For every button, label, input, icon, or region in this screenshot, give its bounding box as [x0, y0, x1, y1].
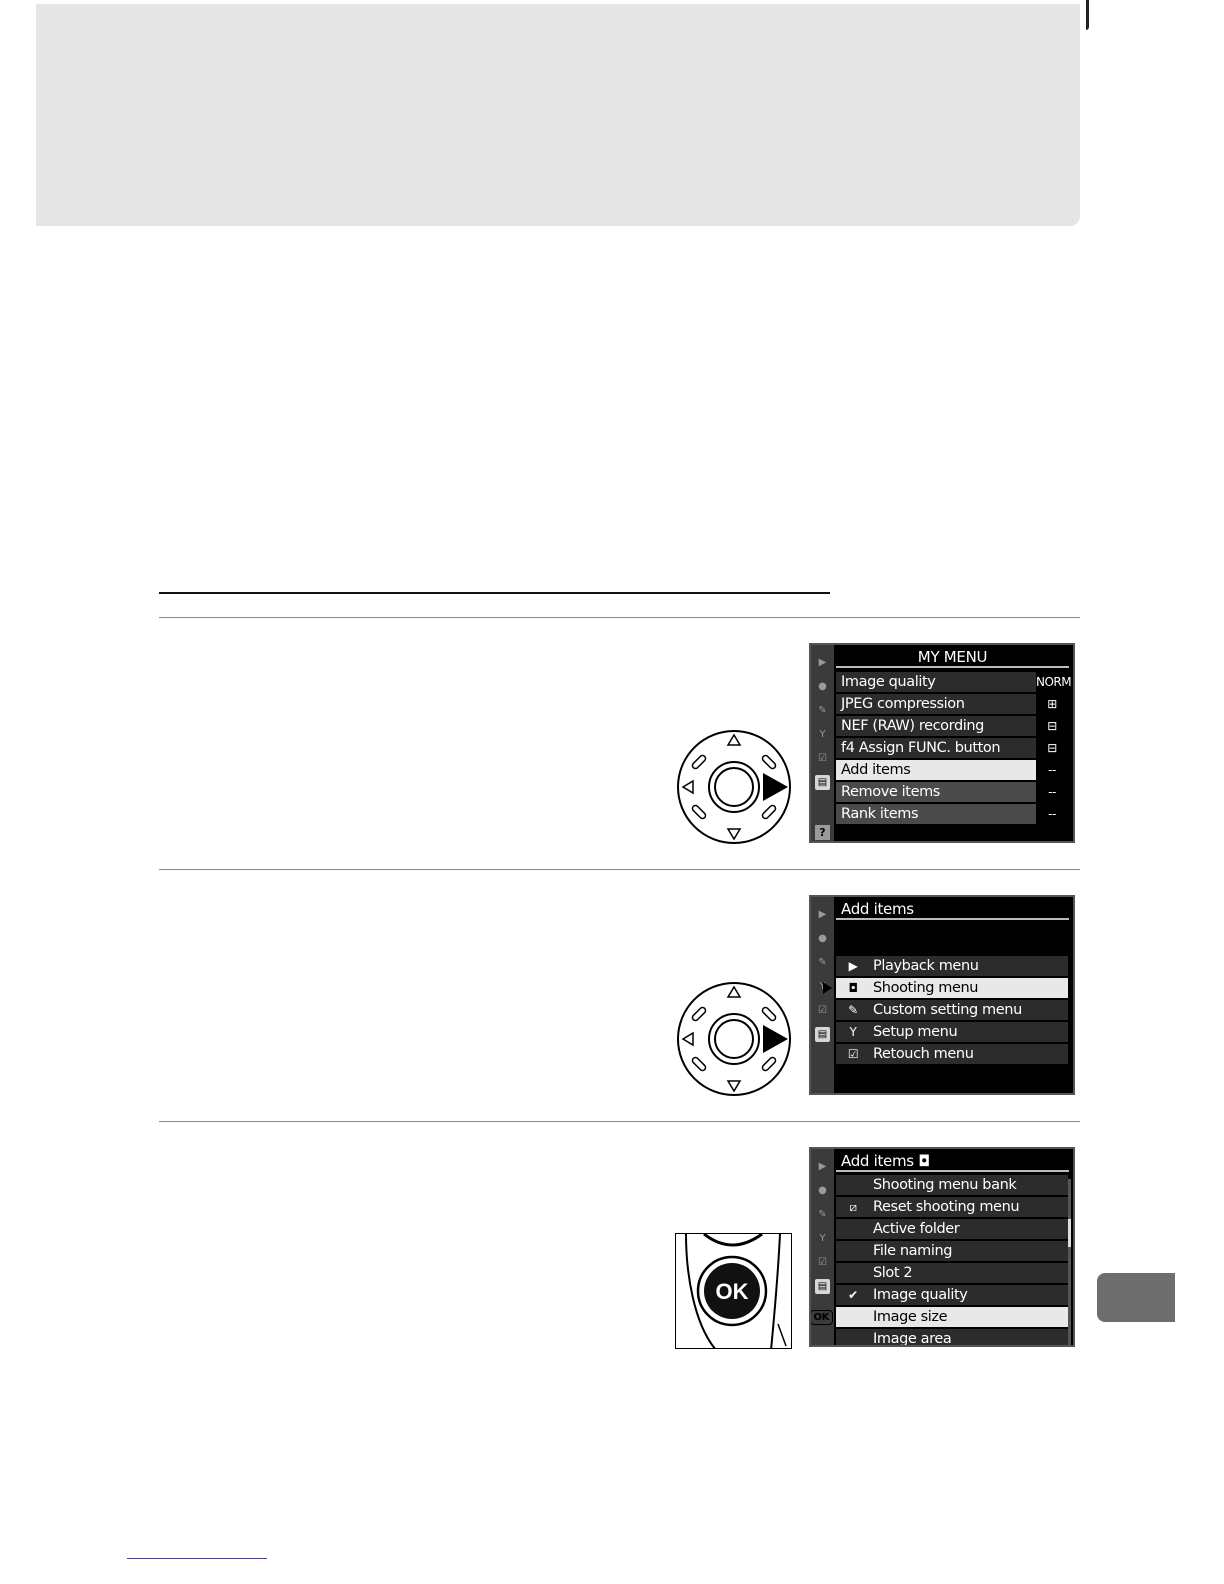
- not-available-icon: ⧄: [849, 1200, 857, 1214]
- setup-tab-icon: Y: [819, 729, 826, 740]
- multi-selector-right-icon: [675, 980, 793, 1098]
- camera-screen-add-items: ▶ ● ✎ Y ☑ ▤ Add items ▶ Playback menu ◘ Shooting menu ✎ Custom setting menu Y Setup menu ☑ Retouch menu: [809, 895, 1075, 1095]
- retouch-tab-icon: ☑: [818, 1005, 827, 1016]
- my-menu-tab-icon: ▤: [815, 1279, 830, 1294]
- custom-tab-icon: ✎: [818, 1209, 827, 1220]
- pencil-icon: ✎: [848, 1003, 858, 1017]
- menu-title: MY MENU: [836, 646, 1069, 668]
- checkmark-icon: ✔: [848, 1288, 858, 1302]
- custom-tab-icon: ✎: [818, 705, 827, 716]
- shooting-tab-icon: ●: [818, 933, 827, 944]
- footer-link-underline[interactable]: [127, 1558, 267, 1559]
- section-heading-rule: [159, 592, 830, 594]
- scrollbar-thumb[interactable]: [1068, 1219, 1071, 1247]
- camera-screen-my-menu: ▶ ● ✎ Y ☑ ▤ ? MY MENU Image quality NORM JPEG compression ⊞ NEF (RAW) recording ⊟ f4 Assign FUNC. button ⊟ Add items -- Remove items -- Rank items --: [809, 643, 1075, 843]
- playback-tab-icon: ▶: [818, 1161, 827, 1172]
- shooting-tab-icon: ●: [818, 681, 827, 692]
- camera-icon: ◘: [848, 981, 858, 995]
- chapter-tab: [1097, 1273, 1175, 1322]
- menu-tab-rail: [811, 645, 834, 841]
- menu-tab-rail: [811, 897, 834, 1093]
- multi-selector-right-icon: [675, 728, 793, 846]
- playback-tab-icon: ▶: [818, 909, 827, 920]
- submenu-arrow-icon: [823, 982, 832, 994]
- camera-icon: ◘: [918, 1152, 930, 1170]
- wrench-icon: Y: [849, 1025, 857, 1039]
- ok-button-illustration: [675, 1233, 792, 1349]
- shooting-tab-icon: ●: [818, 1185, 827, 1196]
- my-menu-tab-icon: ▤: [815, 775, 830, 790]
- camera-screen-add-shooting-items: ▶ ● ✎ Y ☑ ▤ Add items ◘ Shooting menu bank ⧄ Reset shooting menu Active folder File naming Slot 2 ✔ Image quality Image size OK Image area: [809, 1147, 1075, 1347]
- playback-tab-icon: ▶: [818, 657, 827, 668]
- step-divider-1: [159, 617, 1080, 618]
- setup-tab-icon: Y: [819, 1233, 826, 1244]
- custom-tab-icon: ✎: [818, 957, 827, 968]
- ok-button-label: OK: [715, 1279, 749, 1304]
- step-divider-3: [159, 1121, 1080, 1122]
- ok-badge: OK: [810, 1310, 833, 1325]
- menu-title: Add items: [836, 898, 1069, 920]
- my-menu-tab-icon: ▤: [815, 1027, 830, 1042]
- help-icon: ?: [815, 825, 830, 840]
- playback-menu-icon: ▶: [848, 959, 858, 973]
- scrollbar[interactable]: [1068, 1179, 1071, 1345]
- menu-title: Add items ◘: [836, 1150, 1069, 1172]
- header-band: [36, 4, 1080, 226]
- setup-tab-icon: Y: [819, 981, 826, 992]
- step-divider-2: [159, 869, 1080, 870]
- retouch-tab-icon: ☑: [818, 753, 827, 764]
- retouch-icon: ☑: [847, 1047, 859, 1061]
- retouch-tab-icon: ☑: [818, 1257, 827, 1268]
- page-edge-mark: [1086, 0, 1089, 30]
